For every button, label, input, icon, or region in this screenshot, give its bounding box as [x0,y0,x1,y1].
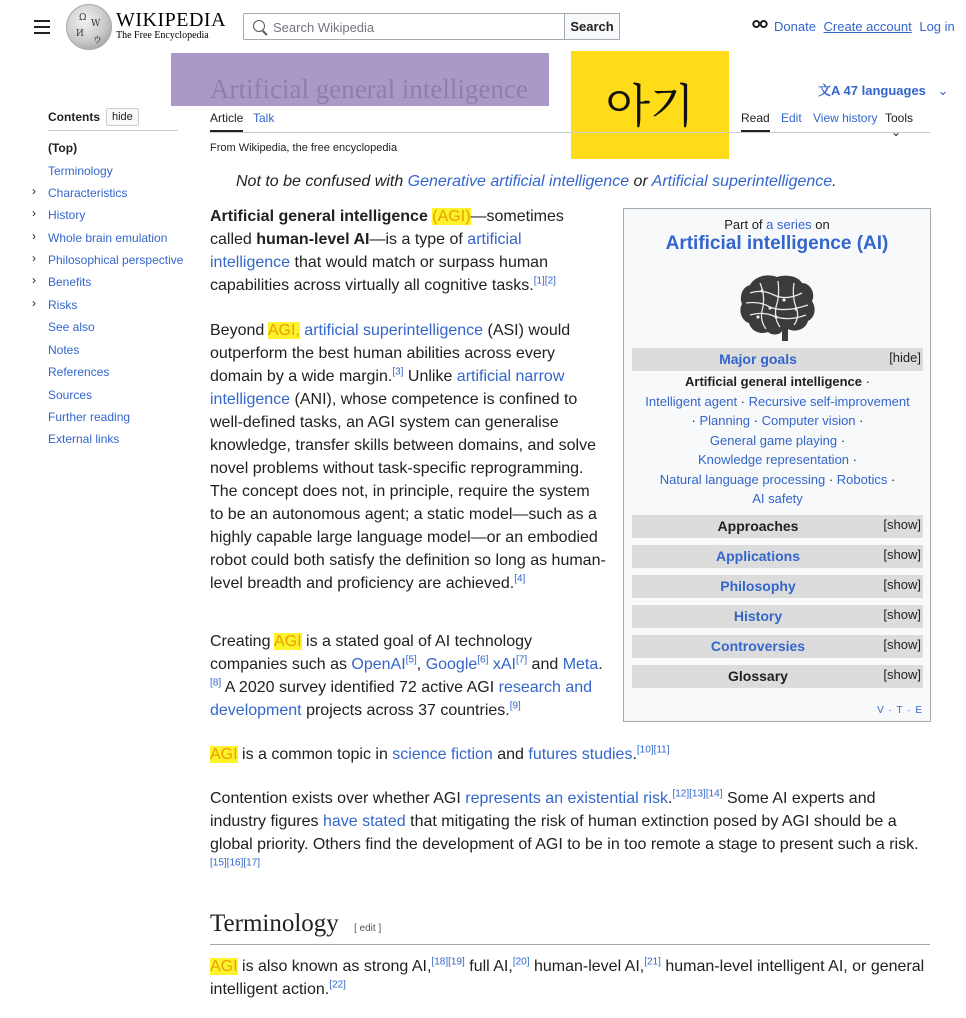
site-header [0,0,966,56]
infobox-section-applications [632,545,923,568]
infobox-section-glossary [632,665,923,688]
toc-item-terminology[interactable]: Terminology [48,164,113,178]
wikipedia-tagline: The Free Encyclopedia [116,30,209,41]
openai-link[interactable]: OpenAI [351,656,406,673]
infobox-part-of [624,217,930,232]
reference-link[interactable]: [20] [512,956,530,968]
toc-divider [48,130,178,131]
paragraph-intro [210,205,606,297]
chevron-down-icon: ⌄ [891,125,902,139]
text: Some AI experts and industry figures [210,790,876,830]
hatnote-text: or [629,173,652,190]
paragraph-topic: AGI is a common topic in science fiction and futures studies.[10][11] [210,744,670,763]
history-link[interactable]: History [733,608,783,624]
reference-link[interactable]: [9] [509,700,521,712]
chevron-right-icon[interactable]: › [32,229,36,243]
goal-link[interactable]: Intelligent agent [645,393,738,409]
toc-item-references[interactable]: References [48,365,110,379]
tab-edit[interactable]: Edit [781,111,802,125]
existential-risk-link[interactable]: represents an existential risk [465,790,669,807]
section-heading-terminology: Terminology [210,910,339,937]
toc-item-whole-brain-emulation[interactable]: Whole brain emulation [48,231,168,245]
approaches-label: Approaches [717,518,799,534]
text: and [492,746,529,763]
reference-link[interactable]: [7] [515,654,528,666]
highlighted-agi: AGI [210,958,238,975]
research-development-link[interactable]: research and development [210,679,593,719]
section-edit-link[interactable]: [ edit ] [354,923,382,934]
language-button[interactable] [818,80,948,99]
reference-link[interactable]: [8] [210,677,222,689]
site-subtitle: From Wikipedia, the free encyclopedia [210,142,398,154]
search-placeholder: Search Wikipedia [273,20,375,35]
text: Creating [210,633,275,650]
text: Part of [724,217,767,232]
toc-item-further-reading[interactable]: Further reading [48,410,131,424]
purple-highlight-overlay [171,53,549,106]
futures-studies-link[interactable]: futures studies [528,746,633,763]
xai-link[interactable]: xAI [492,656,516,673]
log-in-link[interactable]: Log in [919,19,955,34]
toc-item-external-links[interactable]: External links [48,432,120,446]
highlighted-agi: AGI, [267,322,300,339]
reference-link[interactable]: [21] [644,956,661,968]
reference-link[interactable]: [12][13][14] [672,788,723,800]
hide-toggle[interactable]: [hide] [889,350,921,365]
wikipedia-wordmark[interactable]: WIKIPEDIA [116,9,227,31]
toc-item-top[interactable]: (Top) [48,141,78,155]
text: is a common topic in [237,746,393,763]
text: A 2020 survey identified 72 active AGI [221,679,499,696]
chevron-right-icon[interactable]: › [32,184,36,198]
reference-link[interactable]: [1][2] [533,275,556,287]
text: is also known as strong AI, [237,958,432,975]
wikipedia-globe-logo[interactable]: Ω W И ウ [66,4,112,50]
hatnote-text: Not to be confused with [236,173,408,190]
toc-item-benefits[interactable]: Benefits [48,275,92,289]
yellow-sticky-note [571,51,729,159]
ai-series-infobox [623,208,931,722]
reference-link[interactable]: [10][11] [636,744,670,756]
toc-item-sources[interactable]: Sources [48,388,93,402]
create-account-link[interactable]: Create account [823,19,912,34]
tab-talk[interactable]: Talk [253,111,275,125]
goal-link[interactable]: Natural language processing [659,471,826,487]
show-toggle[interactable]: [show] [883,637,921,652]
chevron-right-icon[interactable]: › [32,296,36,310]
infobox-title[interactable]: Artificial intelligence (AI) [665,233,889,254]
tab-read[interactable]: Read [741,111,770,132]
hatnote [236,173,837,191]
superintelligence-link[interactable]: Artificial superintelligence [651,173,833,190]
tab-article[interactable]: Article [210,111,243,132]
infobox-section-approaches [632,515,923,538]
text: that mitigating the risk of human extinction posed by AGI should be a global priority. Others find the development of AGI to be in too remote a stage to present such a risk. [210,813,919,853]
main-menu-icon[interactable] [34,20,50,34]
paragraph-terminology [210,955,930,1001]
major-goals-list: Artificial general intelligence · Intelligent agent · Recursive self-improvement · Planning · Computer vision · General game playing · Knowledge representation · Natural language processing · Robotics · AI safety [645,374,910,506]
goal-link[interactable]: Robotics [836,471,888,487]
toc-hide-button[interactable]: hide [106,108,139,126]
goal-link[interactable]: Knowledge representation [697,452,850,467]
text: projects across 37 countries. [301,702,510,719]
chevron-right-icon[interactable]: › [32,206,36,220]
toc-item-notes[interactable]: Notes [48,343,80,357]
navbox-vte-links[interactable]: V · T · E [877,705,923,716]
goal-link[interactable]: Planning [699,413,751,428]
search-input[interactable] [243,13,565,40]
bold-term: human-level AI [256,231,370,248]
text: —sometimes called [210,208,564,248]
personal-tools [774,19,959,34]
toc-item-history[interactable]: History [48,208,86,222]
show-toggle[interactable]: [show] [883,577,921,592]
chevron-down-icon: ⌄ [937,83,949,98]
infobox-section-major-goals [632,348,923,371]
page-tabs [210,111,930,139]
tools-menu[interactable] [885,111,930,139]
toc-item-philosophical-perspective[interactable]: Philosophical perspective [48,253,184,267]
paragraph-creating: Creating AGI is a stated goal of AI technology companies such as OpenAI[5], Google[6] xAI[7] and Meta.[8] A 2020 survey identified 72 active AGI research and development projects across 37 countries.[9] [210,633,603,719]
text: is a stated goal of AI technology companies such as [210,633,532,673]
goal-link[interactable]: General game playing [709,432,838,448]
section-divider [210,944,930,945]
major-goals-link[interactable]: Major goals [719,351,797,367]
text: Contention exists over whether AGI [210,790,466,807]
highlighted-agi: AGI [274,633,302,650]
infobox-section-history [632,605,923,628]
paragraph-contention: Contention exists over whether AGI represents an existential risk.[12][13][14] Some AI experts and industry figures have stated that mitigating the risk of human extinction posed by AGI should be a global priority. Others find the development of AGI to be in too remote a stage to present such a risk.[15][16][17] [210,788,919,869]
reference-link[interactable]: [15][16][17] [210,857,261,869]
glossary-label: Glossary [728,668,788,684]
text: that would match or surpass human capabilities across virtually all cognitive tasks. [210,254,548,294]
artificial-intelligence-link[interactable]: artificial intelligence [210,231,522,271]
text: human-level intelligent AI, or general intelligent action. [210,958,925,998]
infobox-section-philosophy [632,575,923,598]
search-button[interactable]: Search [564,13,620,40]
highlighted-agi: AGI [210,746,238,763]
translate-icon: 文A [818,83,844,98]
google-link[interactable]: Google [425,656,478,673]
text: (ANI), whose competence is confined to well-defined tasks, an AGI system can generalise knowledge, transfer skills between domains, and solve novel problems without task-specific reprogramming. The concept does not, in principle, require the system to be an autonomous agent; a static model—such as a highly capable large language model—or an embodied robot could both satisfy the definition so long as human-level breadth and proficiency are achieved. [210,391,606,592]
chevron-right-icon[interactable]: › [32,251,36,265]
text: full AI, [464,958,513,975]
reference-link[interactable]: [6] [477,654,489,666]
reference-link[interactable]: [18][19] [431,956,465,968]
show-toggle[interactable]: [show] [883,667,921,682]
text: —is a type of [369,231,468,248]
highlighted-agi: (AGI) [432,208,471,225]
show-toggle[interactable]: [show] [883,517,921,532]
reference-link[interactable]: [3] [392,366,404,378]
text: and [527,656,563,673]
generative-ai-link[interactable]: Generative artificial intelligence [407,173,630,190]
search-icon [253,20,265,32]
text: human-level AI, [529,958,645,975]
meta-link[interactable]: Meta [562,656,599,673]
toc-item-see-also[interactable]: See also [48,320,95,334]
asi-link[interactable]: artificial superintelligence [304,322,484,339]
infobox-section-controversies [632,635,923,658]
sticky-note-text: 아기 [605,79,695,133]
reference-link[interactable]: [22] [329,979,346,991]
hatnote-text: . [832,173,837,190]
toc-item-characteristics[interactable]: Characteristics [48,186,128,200]
text: Unlike [403,368,457,385]
brain-circuit-icon [736,271,818,343]
goal-link[interactable]: Computer vision [761,413,856,428]
toc-heading: Contents [48,110,100,124]
languages-label: 47 languages [843,83,926,98]
series-link[interactable]: a series [766,217,812,232]
science-fiction-link[interactable]: science fiction [392,746,493,763]
applications-link[interactable]: Applications [715,548,800,564]
show-toggle[interactable]: [show] [883,607,921,622]
toc-item-risks[interactable]: Risks [48,298,78,312]
goal-link[interactable]: Recursive self-improvement [748,393,910,409]
text: Beyond [210,322,268,339]
ani-link[interactable]: artificial narrow intelligence [210,368,565,408]
donate-link[interactable]: Donate [774,19,816,34]
chevron-right-icon[interactable]: › [32,273,36,287]
goal-link[interactable]: AI safety [752,491,803,506]
text: on [811,217,830,232]
paragraph-beyond [210,319,606,595]
philosophy-link[interactable]: Philosophy [720,578,796,594]
show-toggle[interactable]: [show] [883,547,921,562]
bold-term: Artificial general intelligence [210,208,428,225]
tools-label: Tools [885,111,914,125]
controversies-link[interactable]: Controversies [710,638,806,654]
reference-link[interactable]: [5] [405,654,417,666]
current-article-bold: Artificial general intelligence [685,374,863,389]
reference-link[interactable]: [4] [514,573,526,585]
tab-view-history[interactable]: View history [813,111,878,125]
donate-icon[interactable] [752,19,768,29]
have-stated-link[interactable]: have stated [322,813,406,830]
text: (ASI) would outperform the best human abilities across every domain by a wide margin. [210,322,571,385]
